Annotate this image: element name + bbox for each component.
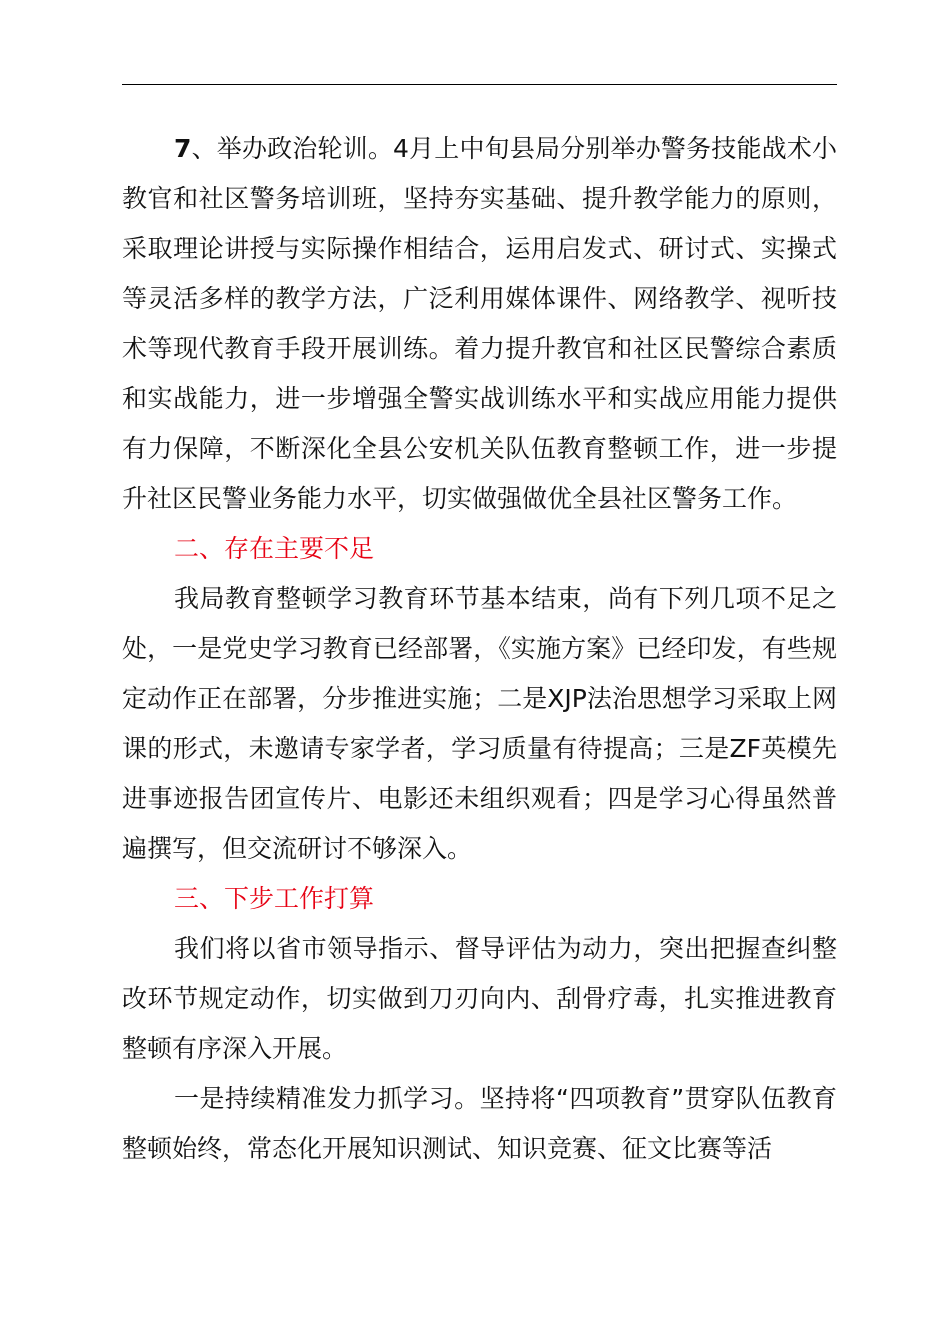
paragraph-next-steps-item-1: 一是持续精准发力抓学习。坚持将“四项教育”贯穿队伍教育整顿始终，常态化开展知识测试、知识竞赛、征文比赛等活 [122,1084,837,1163]
heading-next-steps: 三、下步工作打算 [174,884,375,913]
header-rule [122,84,837,85]
section-7-text: 、举办政治轮训。4月上中旬县局分别举办警务技能战术小教官和社区警务培训班，坚持夯实基础、提升教学能力的原则，采取理论讲授与实际操作相结合，运用启发式、研讨式、实操式等灵活多样的教学方法，广泛利用媒体课件、网络教学、视听技术等现代教育手段开展训练。着力提升教官和社区民警综合素质和实战能力，进一步增强全警实战训练水平和实战应用能力提供有力保障，不断深化全县公安机关队伍教育整顿工作，进一步提升社区民警业务能力水平，切实做强做优全县社区警务工作。 [122,134,837,513]
heading-shortcomings: 二、存在主要不足 [174,534,375,563]
paragraph-next-steps: 我们将以省市领导指示、督导评估为动力，突出把握查纠整改环节规定动作，切实做到刀刃向内、刮骨疗毒，扎实推进教育整顿有序深入开展。 [122,934,837,1063]
document-body [122,124,837,1174]
section-number: 7 [174,134,192,163]
paragraph-shortcomings: 我局教育整顿学习教育环节基本结束，尚有下列几项不足之处，一是党史学习教育已经部署，《实施方案》已经印发，有些规定动作正在部署，分步推进实施；二是XJP法治思想学习采取上网课的形式，未邀请专家学者，学习质量有待提高；三是ZF英模先进事迹报告团宣传片、电影还未组织观看；四是学习心得虽然普遍撰写，但交流研讨不够深入。 [122,584,837,863]
paragraph-section-7 [122,124,837,524]
